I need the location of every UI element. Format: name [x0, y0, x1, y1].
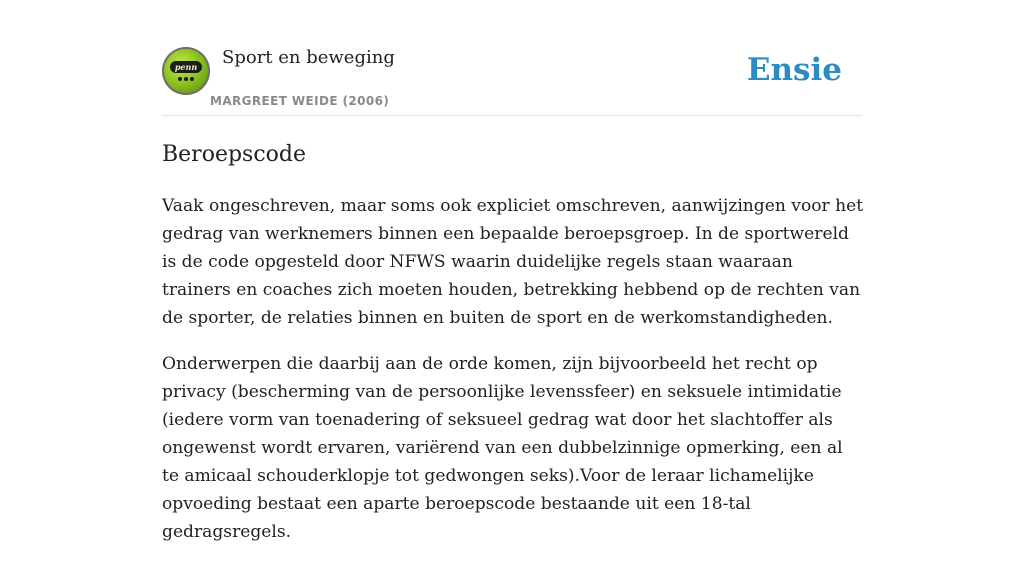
header: [162, 46, 862, 116]
brand-logo[interactable]: Ensie: [746, 52, 842, 88]
article-paragraph: Vaak ongeschreven, maar soms ook expliciet omschreven, aanwijzingen voor het gedrag van werknemers binnen een bepaalde beroepsgroep. In de sportwereld is de code opgesteld door NFWS waarin duidelijke regels staan waaraan trainers en coaches zich moeten houden, betrekking hebbend op de rechten van de sporter, de relaties binnen en buiten de sport en de werkomstandigheden.: [162, 196, 864, 328]
article-paragraph: Onderwerpen die daarbij aan de orde komen, zijn bijvoorbeeld het recht op privacy (bescherming van de persoonlijke levenssfeer) en seksuele intimidatie (iedere vorm van toenadering of seksueel gedrag wat door het slachtoffer als ongewenst wordt ervaren, variërend van een dubbelzinnige opmerking, een al te amicaal schouderklopje tot gedwongen seks).Voor de leraar lichamelijke opvoeding bestaat een aparte beroepscode bestaande uit een 18-tal gedragsregels.: [162, 354, 843, 542]
article-body: [162, 192, 864, 564]
tennis-ball-dots-icon: [178, 77, 194, 81]
tennis-ball-logo-icon: penn: [170, 61, 202, 73]
page-title: Beroepscode: [162, 142, 307, 167]
avatar[interactable]: [162, 47, 210, 95]
author-credit: MARGREET WEIDE (2006): [210, 94, 390, 108]
category-link[interactable]: Sport en beweging: [222, 47, 395, 68]
